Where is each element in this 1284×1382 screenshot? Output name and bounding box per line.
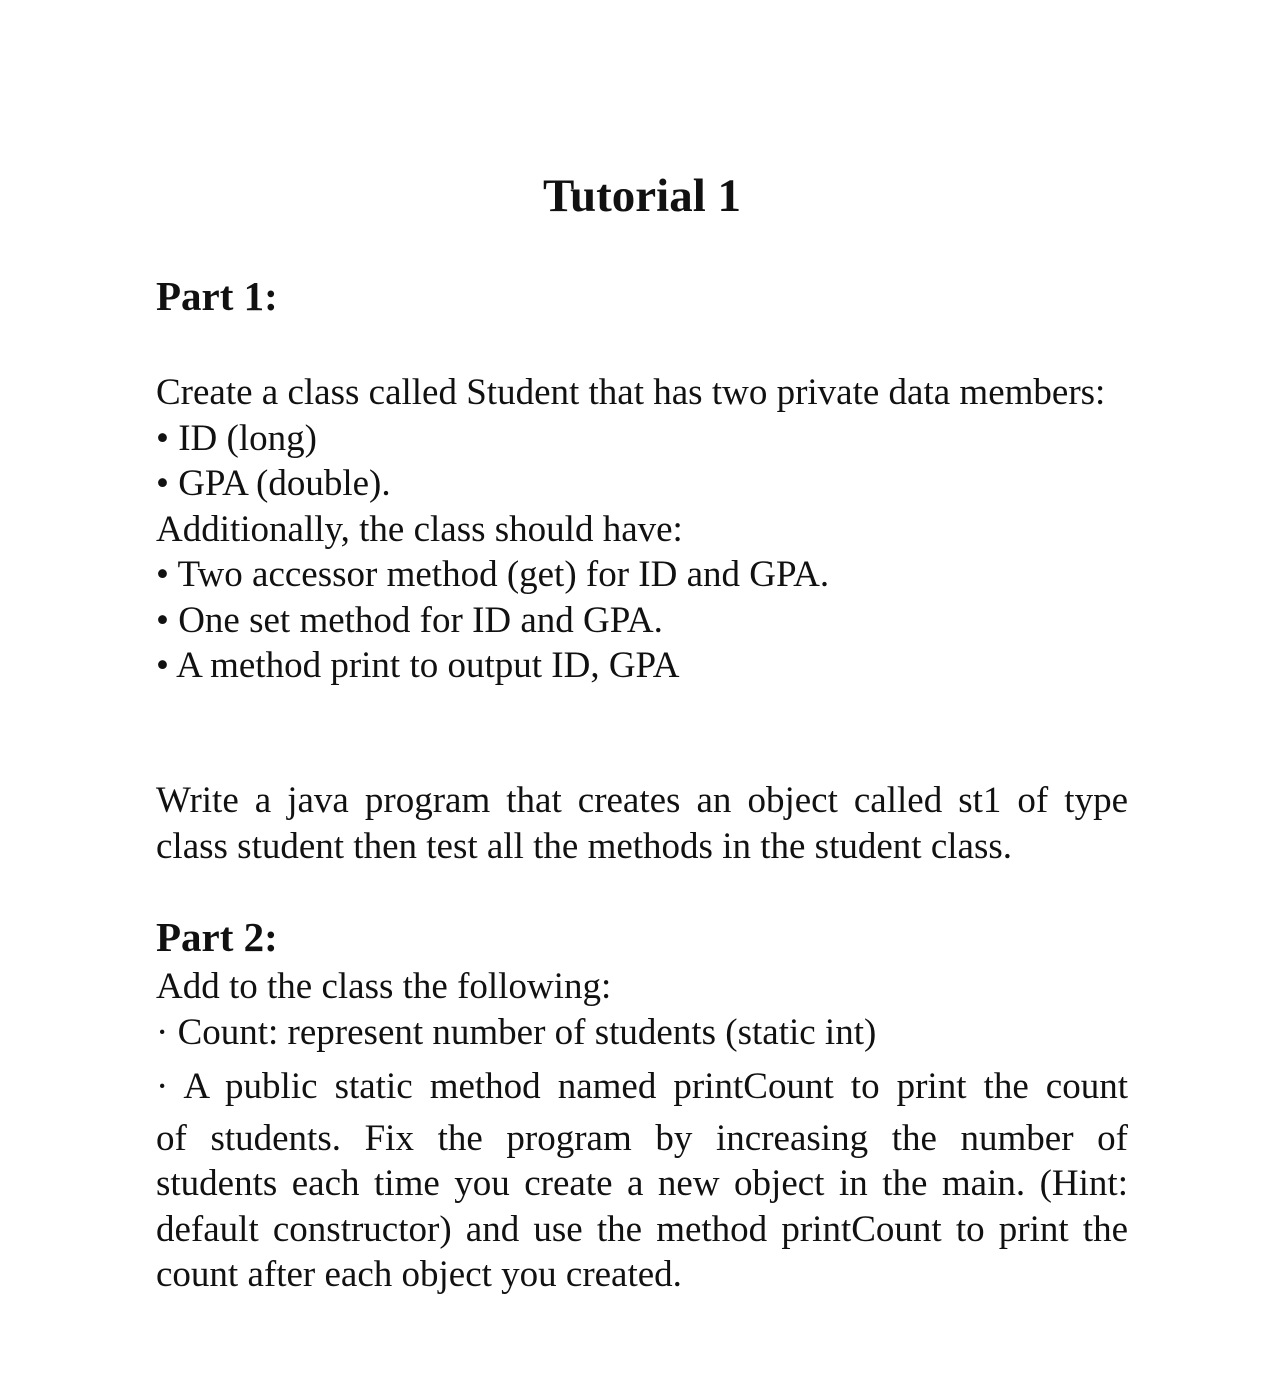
part2-body — [156, 964, 1128, 1055]
part2-heading: Part 2: — [156, 914, 278, 960]
page-title: Tutorial 1 — [542, 170, 742, 222]
method-item-setter: • One set method for ID and GPA. — [156, 599, 663, 641]
part1-heading: Part 1: — [156, 273, 278, 319]
print-count-rest: of students. Fix the program by increasing the number of students each time you create a new object in the main. (Hint: default constructor) and use the method printCount to print the count after each object you created. — [156, 1117, 1128, 1295]
member-item-id: • ID (long) — [156, 417, 317, 459]
part1-intro: Create a class called Student that has two private data members: — [156, 372, 1106, 413]
additional-label: Additionally, the class should have: — [156, 508, 683, 550]
part1-body — [156, 370, 1128, 689]
member-item-gpa: • GPA (double). — [156, 463, 391, 504]
print-count-item — [156, 1064, 1128, 1298]
method-item-accessor: • Two accessor method (get) for ID and GPA. — [156, 554, 830, 595]
part2-intro: Add to the class the following: — [156, 966, 612, 1007]
method-item-print: • A method print to output ID, GPA — [156, 645, 680, 686]
count-item: · Count: represent number of students (static int) — [156, 1011, 877, 1053]
part1-program-text: Write a java program that creates an object called st1 of type class student then test all the methods in the student class. — [156, 780, 1128, 867]
print-count-first-line: · A public static method named printCount to print the count — [156, 1066, 1128, 1107]
